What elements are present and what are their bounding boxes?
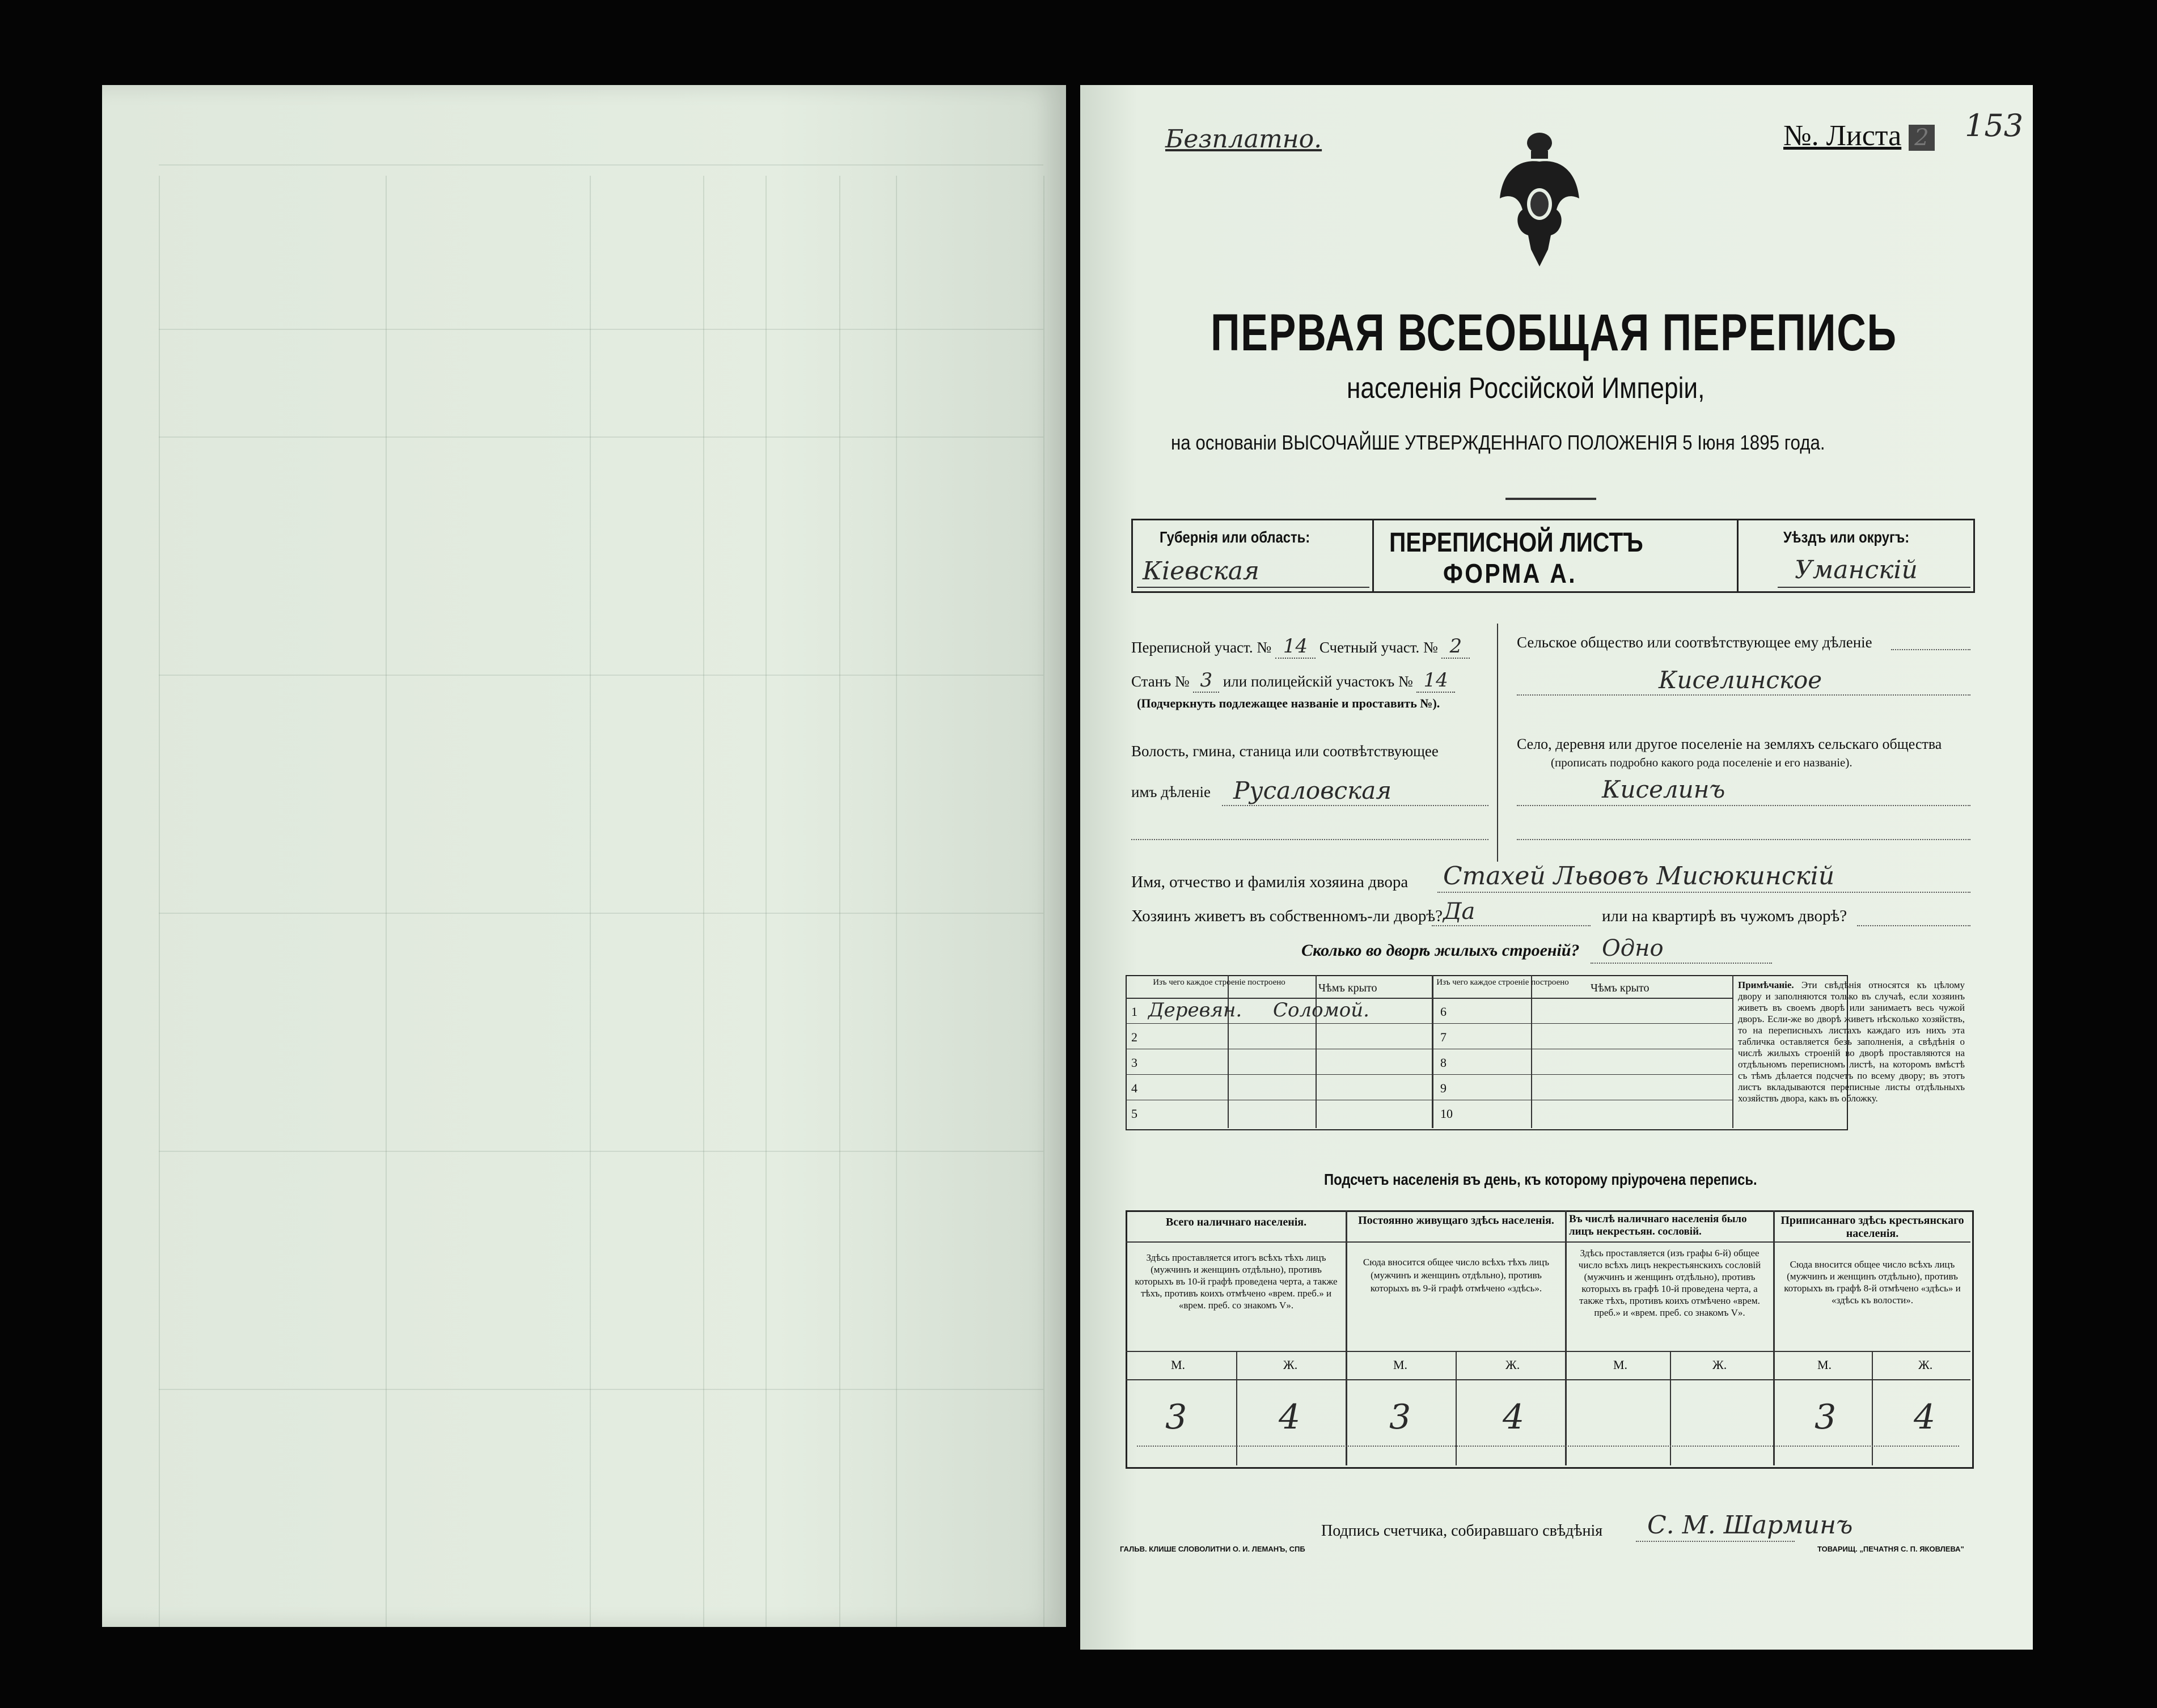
sheet-number-value: 2 xyxy=(1909,125,1934,151)
female-label: Ж. xyxy=(1505,1358,1520,1372)
count-area-label: Счетный участ. № xyxy=(1319,639,1438,656)
row-number: 3 xyxy=(1131,1056,1137,1070)
own-yard-label: Хозяинъ живетъ въ собственномъ-ли дворѣ? xyxy=(1131,907,1443,925)
volost-extra-line xyxy=(1131,839,1488,840)
roof-cell: Соломой. xyxy=(1273,999,1369,1022)
ghost-column xyxy=(765,176,767,1627)
village-line-1 xyxy=(1517,805,1970,806)
count-area-value: 2 xyxy=(1441,635,1470,659)
buildings-count-value: Одно xyxy=(1602,935,1664,961)
ghost-column xyxy=(839,176,840,1627)
left-page xyxy=(102,85,1066,1627)
district-label: Уѣздъ или округъ: xyxy=(1783,528,1910,546)
sheet-number-label xyxy=(1783,119,1935,152)
volost-underline xyxy=(1222,805,1488,806)
document-subtitle: населенія Россійской Имперіи, xyxy=(1347,372,1705,405)
non-peasant-desc: Здѣсь проставляется (изъ графы 6-й) общее число всѣхъ лицъ некрестьянскихъ сословій (мужчинъ и женщинъ отдѣльно), противъ которыхъ въ графѣ 10-й проведена черта, а также тѣхъ, противъ коихъ отмѣчено «врем. преб.» и «врем. преб. со знакомъ V». xyxy=(1578,1248,1761,1318)
ghost-rule xyxy=(159,1151,1043,1152)
ornament-divider xyxy=(1505,498,1596,500)
ghost-column xyxy=(386,176,387,1627)
buildings-count-label: Сколько во дворѣ жилыхъ строеній? xyxy=(1301,941,1580,960)
total-male-count: 3 xyxy=(1165,1397,1187,1437)
row-number: 9 xyxy=(1440,1081,1447,1095)
community-line-1 xyxy=(1891,649,1970,650)
double-eagle-emblem xyxy=(1497,130,1582,272)
village-value: Киселинъ xyxy=(1602,775,1725,803)
form-title: ФОРМА А. xyxy=(1443,559,1577,589)
owner-name-label: Имя, отчество и фамилія хозяина двора xyxy=(1131,873,1409,891)
ghost-rule xyxy=(159,329,1043,330)
roof-header-left: Чѣмъ крыто xyxy=(1318,982,1377,994)
buildings-row-rule xyxy=(1126,1023,1732,1024)
buildings-col-divider xyxy=(1732,975,1733,1128)
province-value: Кіевская xyxy=(1143,557,1260,586)
population-desc-rule xyxy=(1126,1351,1970,1352)
rented-yard-underline xyxy=(1857,925,1970,926)
stan-value: 3 xyxy=(1193,669,1219,693)
row-number: 2 xyxy=(1131,1030,1137,1044)
volost-label: Волость, гмина, станица или соотвѣтствующее xyxy=(1131,743,1439,760)
ghost-rule xyxy=(159,1389,1043,1390)
list-title: ПЕРЕПИСНОЙ ЛИСТЪ xyxy=(1389,528,1643,558)
field-divider xyxy=(1497,624,1498,862)
signature-value: С. М. Шарминъ xyxy=(1647,1511,1853,1540)
count-dotted-line xyxy=(1137,1446,1959,1447)
registered-peasant-title: Приписаннаго здѣсь крестьянскаго населенія. xyxy=(1780,1214,1964,1240)
material-header-right: Изъ чего каждое строеніе построено xyxy=(1436,978,1569,987)
note-text: Эти свѣдѣнія относятся къ цѣлому двору и заполняются только въ случаѣ, если хозяинъ живетъ въ своемъ дворѣ или занимаетъ весь чужой дворъ. Если-же во дворѣ живетъ нѣсколько хозяйствъ, то на переписныхъ листахъ каждаго изъ нихъ эта табличка оставляется безъ заполненія, а свѣдѣнія о числѣ жилыхъ строеній во дворѣ проставляются на отдѣльномъ переписномъ листѣ, на которомъ вмѣстѣ съ тѣмъ дѣлается подсчетъ по всему двору; въ этотъ листъ вкладываются переписные листы отдѣльныхъ хозяйствъ двора, какъ въ обложку. xyxy=(1738,980,1965,1104)
legal-basis: на основаніи ВЫСОЧАЙШЕ УТВЕРЖДЕННАГО ПОЛОЖЕНІЯ 5 Іюня 1895 года. xyxy=(1171,431,1825,454)
row-number: 7 xyxy=(1440,1030,1447,1044)
community-label: Сельское общество или соотвѣтствующее ему дѣленіе xyxy=(1517,634,1872,651)
registered-male-count: 3 xyxy=(1815,1397,1837,1437)
population-mf-rule xyxy=(1126,1379,1970,1380)
stan-label: Станъ № xyxy=(1131,673,1190,690)
female-label: Ж. xyxy=(1283,1358,1298,1372)
stan-field xyxy=(1131,669,1455,692)
province-label: Губернія или область: xyxy=(1160,528,1310,546)
permanent-female-count: 4 xyxy=(1503,1397,1525,1437)
district-value: Уманскій xyxy=(1795,556,1918,584)
printer-mark-right: ТОВАРИЩ. „ПЕЧАТНЯ С. П. ЯКОВЛЕВА" xyxy=(1817,1545,1964,1553)
buildings-count-underline xyxy=(1591,963,1772,964)
population-title-rule xyxy=(1126,1241,1970,1243)
male-label: М. xyxy=(1171,1358,1186,1372)
row-number: 6 xyxy=(1440,1005,1447,1019)
ghost-rule xyxy=(159,913,1043,914)
document-title: ПЕРВАЯ ВСЕОБЩАЯ ПЕРЕПИСЬ xyxy=(1211,304,1897,362)
total-female-count: 4 xyxy=(1279,1397,1301,1437)
signature-underline xyxy=(1636,1541,1795,1542)
mf-divider xyxy=(1456,1351,1457,1465)
mf-divider xyxy=(1670,1351,1671,1465)
population-col-divider xyxy=(1773,1210,1775,1465)
rented-yard-label: или на квартирѣ въ чужомъ дворѣ? xyxy=(1602,907,1847,925)
volost-label-2: имъ дѣленіе xyxy=(1131,783,1211,800)
material-header-left: Изъ чего каждое строеніе построено xyxy=(1153,978,1285,987)
non-peasant-title: Въ числѣ наличнаго населенія было лицъ некрестьян. сословій. xyxy=(1569,1213,1747,1237)
note-title: Примѣчаніе. xyxy=(1738,980,1794,990)
row-number: 5 xyxy=(1131,1107,1137,1121)
buildings-row-rule xyxy=(1126,1074,1732,1075)
population-col-divider xyxy=(1346,1210,1347,1465)
ghost-rule xyxy=(159,436,1043,438)
row-number: 8 xyxy=(1440,1056,1447,1070)
mf-divider xyxy=(1872,1351,1873,1465)
community-value: Киселинское xyxy=(1659,666,1822,694)
permanent-male-count: 3 xyxy=(1389,1397,1411,1437)
census-area-label: Переписной участ. № xyxy=(1131,639,1272,656)
owner-name-value: Стахей Львовъ Мисюкинскій xyxy=(1443,862,1835,891)
permanent-population-title: Постоянно живущаго здѣсь населенія. xyxy=(1358,1214,1554,1227)
own-yard-underline xyxy=(1432,925,1591,926)
sheet-number-caption: №. Листа xyxy=(1783,120,1902,152)
ghost-column xyxy=(896,176,897,1627)
census-form-page xyxy=(1080,85,2033,1650)
permanent-population-desc: Сюда вносится общее число всѣхъ тѣхъ лицъ (мужчинъ и женщинъ отдѣльно), противъ которыхъ въ 9-й графѣ отмѣчено «здѣсь». xyxy=(1363,1257,1550,1294)
male-label: М. xyxy=(1613,1358,1628,1372)
community-line-2 xyxy=(1517,694,1970,696)
police-label: или полицейскій участокъ № xyxy=(1223,673,1413,690)
ghost-column xyxy=(590,176,591,1627)
ghost-column xyxy=(703,176,704,1627)
printer-mark-left: ГАЛЬВ. КЛИШЕ СЛОВОЛИТНИ О. И. ЛЕМАНЪ, СПБ xyxy=(1120,1545,1305,1553)
village-line-2 xyxy=(1517,839,1970,840)
stan-note: (Подчеркнуть подлежащее названіе и проставить №). xyxy=(1137,696,1440,710)
row-number: 10 xyxy=(1440,1107,1453,1121)
row-number: 4 xyxy=(1131,1081,1137,1095)
census-area-field xyxy=(1131,635,1470,658)
district-underline xyxy=(1778,587,1970,588)
volost-value: Русаловская xyxy=(1233,777,1392,804)
ghost-column xyxy=(159,176,160,1627)
female-label: Ж. xyxy=(1712,1358,1727,1372)
male-label: М. xyxy=(1393,1358,1408,1372)
owner-name-underline xyxy=(1437,892,1970,893)
buildings-note xyxy=(1738,980,1965,1104)
female-label: Ж. xyxy=(1918,1358,1933,1372)
male-label: М. xyxy=(1817,1358,1832,1372)
roof-header-right: Чѣмъ крыто xyxy=(1591,982,1650,994)
registered-female-count: 4 xyxy=(1914,1397,1936,1437)
mf-divider xyxy=(1236,1351,1237,1465)
population-table xyxy=(1126,1210,1974,1469)
total-population-desc: Здѣсь проставляется итогъ всѣхъ тѣхъ лицъ (мужчинъ и женщинъ отдѣльно), противъ которыхъ въ 10-й графѣ проведена черта, а также тѣхъ, противъ коихъ отмѣчено «врем. преб.» и «врем. преб. со знакомъ V». xyxy=(1135,1252,1338,1311)
free-label: Безплатно. xyxy=(1165,125,1322,154)
village-note: (прописать подробно какого рода поселеніе и его названіе). xyxy=(1551,756,1853,769)
folio-number: 153 xyxy=(1965,108,2024,143)
province-underline xyxy=(1137,587,1369,588)
population-heading: Подсчетъ населенія въ день, къ которому пріурочена перепись. xyxy=(1324,1171,1757,1188)
registered-peasant-desc: Сюда вносится общее число всѣхъ лицъ (мужчинъ и женщинъ отдѣльно), противъ которыхъ въ графѣ 8-й отмѣчено «здѣсь» и «здѣсь къ волости». xyxy=(1784,1259,1961,1306)
village-label: Село, деревня или другое поселеніе на земляхъ сельскаго общества xyxy=(1517,736,1942,752)
population-col-divider xyxy=(1565,1210,1567,1465)
row-number: 1 xyxy=(1131,1005,1137,1019)
census-area-value: 14 xyxy=(1275,635,1316,659)
own-yard-value: Да xyxy=(1443,898,1475,925)
police-value: 14 xyxy=(1416,669,1454,693)
material-cell: Деревян. xyxy=(1148,999,1242,1022)
ghost-rule xyxy=(159,164,1043,166)
ghost-column xyxy=(1043,176,1044,1627)
total-population-title: Всего наличнаго населенія. xyxy=(1165,1216,1307,1228)
signature-label: Подпись счетчика, собиравшаго свѣдѣнія xyxy=(1321,1522,1603,1540)
ghost-rule xyxy=(159,675,1043,676)
